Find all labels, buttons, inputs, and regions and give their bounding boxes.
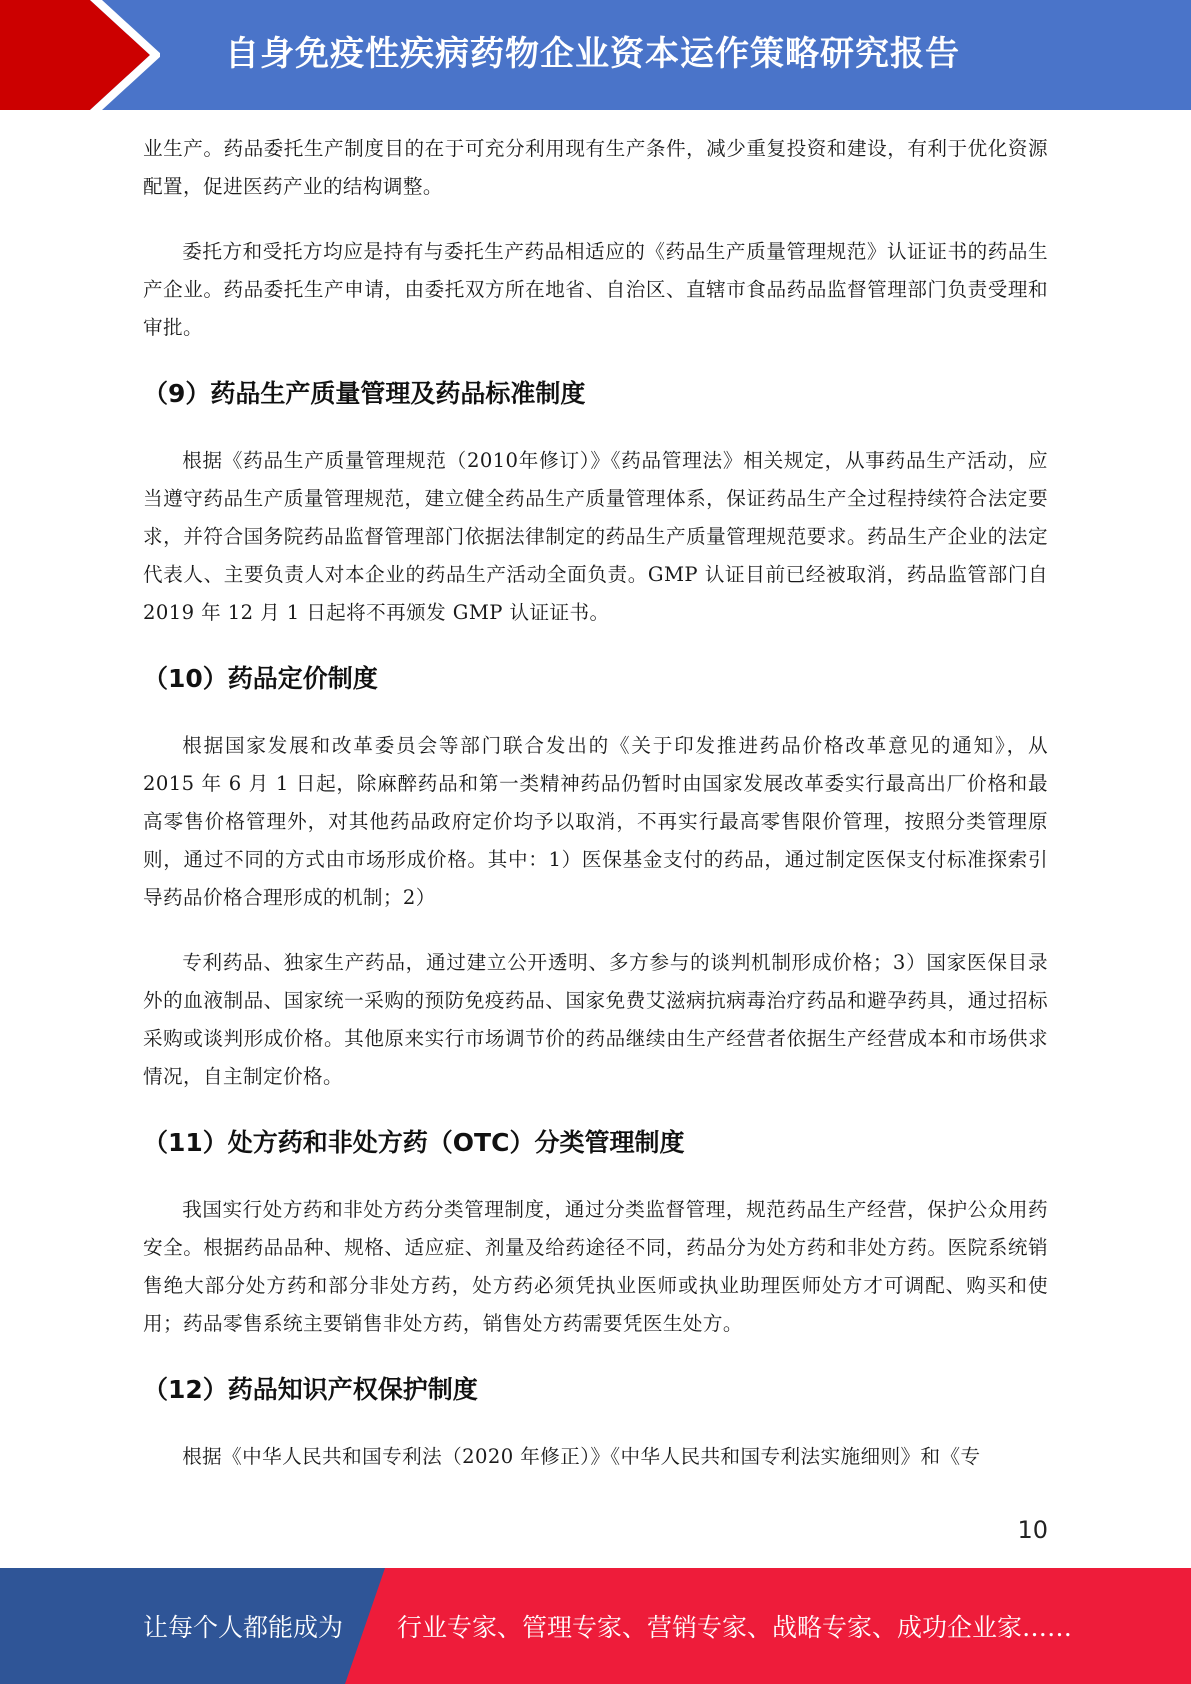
document-body — [143, 130, 1048, 1503]
paragraph-continuation: 业生产。药品委托生产制度目的在于可充分利用现有生产条件，减少重复投资和建设，有利于优化资源配置，促进医药产业的结构调整。 — [143, 137, 1048, 198]
page-footer — [0, 1568, 1191, 1684]
section-heading-9: （9）药品生产质量管理及药品标准制度 — [143, 379, 586, 408]
page-header — [0, 0, 1191, 110]
paragraph-gmp: 根据《药品生产质量管理规范（2010年修订）》《药品管理法》相关规定，从事药品生产活动，应当遵守药品生产质量管理规范，建立健全药品生产质量管理体系，保证药品生产全过程持续符合法定要求，并符合国务院药品监督管理部门依据法律制定的药品生产质量管理规范要求。药品生产企业的法定代表人、主要负责人对本企业的药品生产活动全面负责。GMP 认证目前已经被取消，药品监管部门自 2019 年 12 月 1 日起将不再颁发 GMP 认证证书。 — [143, 449, 1048, 624]
paragraph-ip-law: 根据《中华人民共和国专利法（2020 年修正）》《中华人民共和国专利法实施细则》和《专 — [182, 1445, 981, 1468]
footer-slogan-right: 行业专家、管理专家、营销专家、战略专家、成功企业家…… — [397, 1613, 1073, 1642]
paragraph-otc: 我国实行处方药和非处方药分类管理制度，通过分类监督管理，规范药品生产经营，保护公众用药安全。根据药品品种、规格、适应症、剂量及给药途径不同，药品分为处方药和非处方药。医院系统销售绝大部分处方药和部分非处方药，处方药必须凭执业医师或执业助理医师处方才可调配、购买和使用；药品零售系统主要销售非处方药，销售处方药需要凭医生处方。 — [143, 1198, 1048, 1335]
header-chevron-accent — [0, 0, 160, 110]
section-heading-11: （11）处方药和非处方药（OTC）分类管理制度 — [143, 1128, 685, 1157]
report-title: 自身免疫性疾病药物企业资本运作策略研究报告 — [225, 34, 960, 74]
header-red-triangle — [0, 0, 150, 110]
page-number: 10 — [1017, 1516, 1048, 1544]
paragraph-entrust-parties: 委托方和受托方均应是持有与委托生产药品相适应的《药品生产质量管理规范》认证证书的药品生产企业。药品委托生产申请，由委托双方所在地省、自治区、直辖市食品药品监督管理部门负责受理和审批。 — [143, 240, 1048, 339]
paragraph-pricing-reform: 根据国家发展和改革委员会等部门联合发出的《关于印发推进药品价格改革意见的通知》，从 2015 年 6 月 1 日起，除麻醉药品和第一类精神药品仍暂时由国家发展改革委实行最高出厂价格和最高零售价格管理外，对其他药品政府定价均予以取消，不再实行最高零售限价管理，按照分类管理原则，通过不同的方式由市场形成价格。其中：1）医保基金支付的药品，通过制定医保支付标准探索引导药品价格合理形成的机制；2） — [143, 734, 1048, 909]
paragraph-patent-pricing: 专利药品、独家生产药品，通过建立公开透明、多方参与的谈判机制形成价格；3）国家医保目录外的血液制品、国家统一采购的预防免疫药品、国家免费艾滋病抗病毒治疗药品和避孕药具，通过招标采购或谈判形成价格。其他原来实行市场调节价的药品继续由生产经营者依据生产经营成本和市场供求情况，自主制定价格。 — [143, 951, 1048, 1088]
footer-slogan-left: 让每个人都能成为 — [143, 1613, 344, 1642]
section-heading-12: （12）药品知识产权保护制度 — [143, 1375, 478, 1404]
section-heading-10: （10）药品定价制度 — [143, 664, 378, 693]
